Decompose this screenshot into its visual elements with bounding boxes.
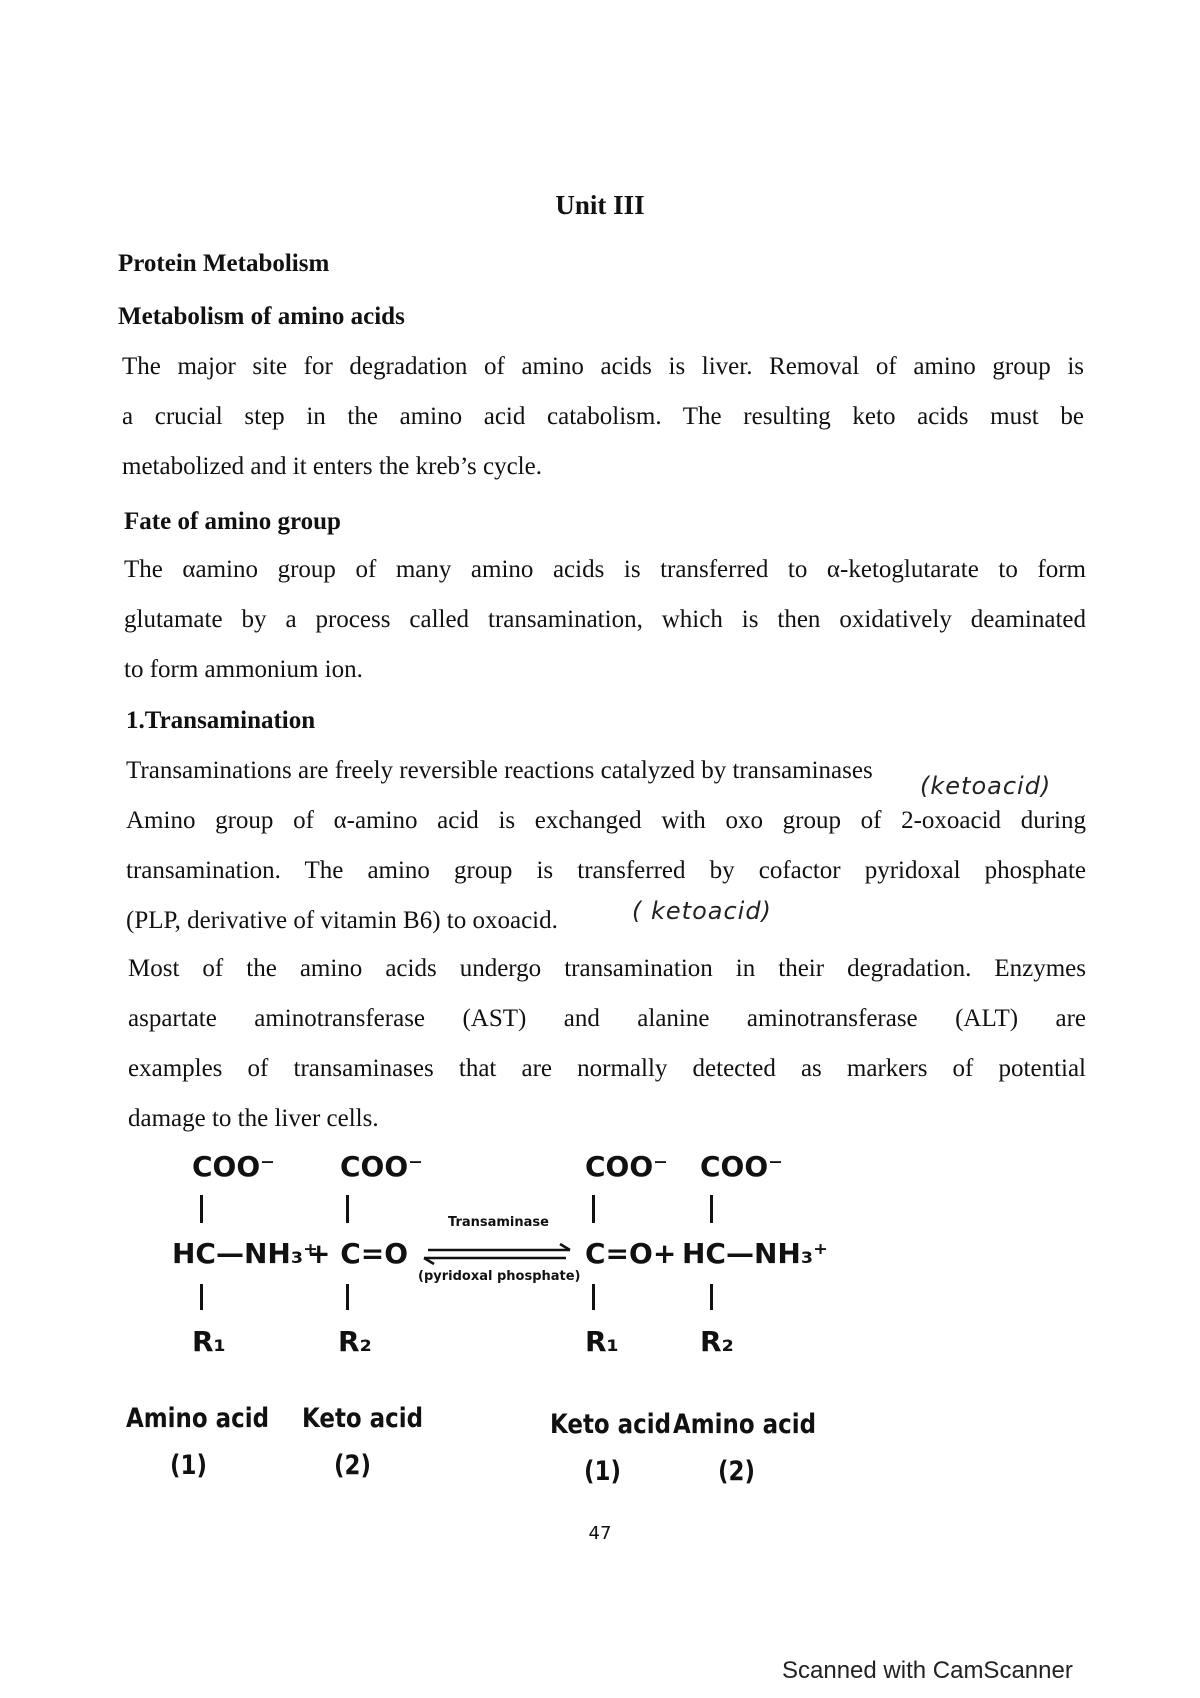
paragraph-line: The αamino group of many amino acids is transferred to α-ketoglutarate to form: [124, 556, 1086, 583]
single-bond: [592, 1284, 595, 1310]
cofactor-label: (pyridoxal phosphate): [418, 1269, 581, 1284]
r1-group: R₁: [192, 1325, 226, 1358]
single-bond: [200, 1195, 203, 1223]
r2-group: R₂: [700, 1325, 734, 1358]
single-bond: [346, 1284, 349, 1310]
paragraph-line: Amino group of α-amino acid is exchanged with oxo group of 2-oxoacid during: [126, 807, 1086, 834]
paragraph-line: glutamate by a process called transamination, which is then oxidatively deaminated: [124, 606, 1086, 633]
label-amino-acid-1: Amino acid: [126, 1403, 270, 1434]
camscanner-watermark: Scanned with CamScanner: [782, 1657, 1073, 1684]
r2-group: R₂: [338, 1325, 372, 1358]
label-keto-acid-2: Keto acid: [302, 1403, 424, 1434]
paragraph-line: (PLP, derivative of vitamin B6) to oxoacid.: [126, 907, 558, 934]
paragraph-degradation: [122, 342, 1084, 492]
paragraph-line: a crucial step in the amino acid catabolism. The resulting keto acids must be: [122, 403, 1084, 430]
hc-nh3-group: HC—NH₃⁺: [682, 1237, 828, 1270]
paragraph-line: The major site for degradation of amino acids is liver. Removal of amino group is: [122, 353, 1084, 380]
single-bond: [710, 1195, 713, 1223]
label-num-2: (2): [718, 1456, 755, 1487]
label-num-1: (1): [584, 1456, 621, 1487]
paragraph-fate: [124, 545, 1086, 695]
handwritten-note-ketoacid-2: ( ketoacid): [632, 897, 772, 925]
label-amino-acid-2: Amino acid: [673, 1409, 817, 1440]
single-bond: [200, 1284, 203, 1310]
enzyme-label: Transaminase: [448, 1215, 549, 1230]
single-bond: [592, 1195, 595, 1223]
equilibrium-arrow-icon: [420, 1242, 576, 1266]
subsection-metabolism-amino-acids: Metabolism of amino acids: [118, 303, 405, 330]
single-bond: [346, 1195, 349, 1223]
coo-group: COO⁻: [192, 1150, 275, 1183]
label-keto-acid-1: Keto acid: [550, 1409, 672, 1440]
subsection-transamination: 1.Transamination: [126, 707, 316, 734]
handwritten-note-ketoacid: (ketoacid): [920, 772, 1052, 800]
paragraph-line: to form ammonium ion.: [124, 656, 363, 683]
label-num-1: (1): [170, 1450, 207, 1481]
coo-group: COO⁻: [585, 1150, 668, 1183]
page-number: 47: [588, 1523, 612, 1544]
single-bond: [710, 1284, 713, 1310]
unit-title: Unit III: [555, 190, 645, 220]
coo-group: COO⁻: [340, 1150, 423, 1183]
paragraph-line: Transaminations are freely reversible reactions catalyzed by transaminases: [126, 757, 873, 784]
c-o-plus-group: C=O+: [585, 1237, 677, 1270]
paragraph-line: metabolized and it enters the kreb’s cycle.: [122, 453, 542, 480]
paragraph-line: Most of the amino acids undergo transamination in their degradation. Enzymes: [128, 955, 1086, 982]
paragraph-enzymes: [128, 944, 1086, 1144]
paragraph-line: aspartate aminotransferase (AST) and alanine aminotransferase (ALT) are: [128, 1005, 1086, 1032]
paragraph-line: damage to the liver cells.: [128, 1105, 379, 1132]
r1-group: R₁: [585, 1325, 619, 1358]
subsection-fate-amino-group: Fate of amino group: [124, 508, 341, 535]
paragraph-line: transamination. The amino group is transferred by cofactor pyridoxal phosphate: [126, 857, 1086, 884]
coo-group: COO⁻: [700, 1150, 783, 1183]
paragraph-line: examples of transaminases that are normally detected as markers of potential: [128, 1055, 1086, 1082]
section-title: Protein Metabolism: [118, 250, 330, 277]
label-num-2: (2): [334, 1450, 371, 1481]
hc-nh3-group: HC—NH₃⁺: [172, 1237, 318, 1270]
plus-c-o-group: + C=O: [307, 1237, 409, 1270]
